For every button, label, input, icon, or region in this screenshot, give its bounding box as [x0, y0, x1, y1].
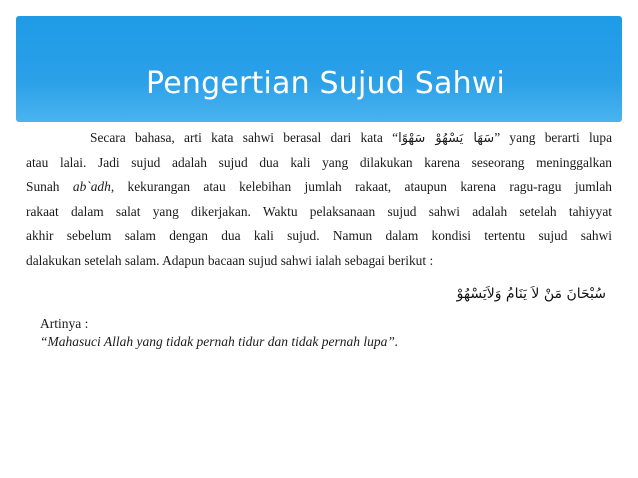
- paragraph-line-3: [26, 175, 612, 200]
- slide-title: Pengertian Sujud Sahwi: [146, 66, 506, 101]
- artinya-text: “Mahasuci Allah yang tidak pernah tidur dan tidak pernah lupa”.: [40, 334, 399, 349]
- paragraph-line-5: akhir sebelum salam dengan dua kali sujud. Namun dalam kondisi tertentu sujud sahwi: [26, 228, 612, 244]
- line1-before: Secara bahasa, arti kata sahwi berasal dari kata “: [90, 130, 399, 145]
- title-bar: [16, 16, 622, 122]
- paragraph-line-6: dalakukan setelah salam. Adapun bacaan sujud sahwi ialah sebagai berikut :: [26, 252, 434, 268]
- paragraph: [26, 126, 612, 274]
- paragraph-line-1: [26, 126, 612, 151]
- artinya-label: Artinya :: [40, 316, 89, 331]
- paragraph-line-2: atau lalai. Jadi sujud adalah sujud dua kali yang dilakukan karena seseorang meninggalkan: [26, 154, 612, 170]
- line3-before: Sunah: [26, 179, 73, 195]
- paragraph-line-4: rakaat dalam salat yang dikerjakan. Waktu pelaksanaan sujud sahwi adalah setelah tahiyyat: [26, 203, 612, 219]
- line1-after: ” yang berarti lupa: [494, 130, 612, 145]
- line1-arabic: سَهَا يَسْهُوْ سَهْوًا: [398, 131, 495, 146]
- line3-after: , kekurangan atau kelebihan jumlah rakaat, ataupun karena ragu-ragu jumlah: [110, 179, 612, 195]
- arabic-prayer: سُبْحَانَ مَنْ لاَ يَنَامُ وَلاَيَسْهُوْ: [456, 286, 606, 302]
- document-image: [16, 122, 622, 358]
- line3-italic: ab`adh: [72, 179, 111, 195]
